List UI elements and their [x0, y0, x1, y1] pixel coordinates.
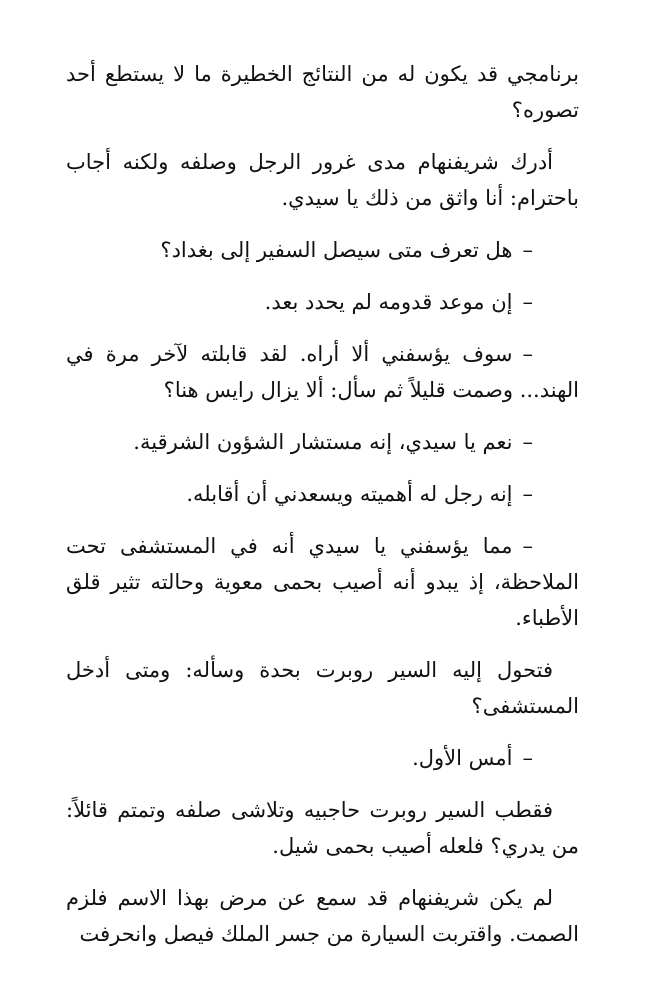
dialogue-text: نعم يا سيدي، إنه مستشار الشؤون الشرقية.	[133, 430, 513, 454]
dialogue-text: سوف يؤسفني ألا أراه. لقد قابلته لآخر مرة في الهند... وصمت قليلاً ثم سأل: ألا يزال رايس هنا؟	[66, 342, 579, 402]
dialogue-line	[66, 284, 579, 320]
dialogue-line	[66, 232, 579, 268]
paragraph-text: فقطب السير روبرت حاجبيه وتلاشى صلفه وتمتم قائلاً: من يدري؟ فلعله أصيب بحمى شيل.	[66, 798, 579, 858]
dialogue-text: إن موعد قدومه لم يحدد بعد.	[264, 290, 513, 314]
paragraph-narration	[66, 652, 579, 724]
dialogue-dash: –	[522, 342, 533, 366]
dialogue-line	[66, 424, 579, 460]
dialogue-text: أمس الأول.	[412, 746, 513, 770]
text-column	[66, 56, 579, 968]
dialogue-text: إنه رجل له أهميته ويسعدني أن أقابله.	[186, 482, 513, 506]
dialogue-dash: –	[522, 290, 533, 314]
dialogue-line	[66, 740, 579, 776]
paragraph-narration	[66, 144, 579, 216]
dialogue-line	[66, 476, 579, 512]
dialogue-dash: –	[522, 430, 533, 454]
paragraph-text: أدرك شريفنهام مدى غرور الرجل وصلفه ولكنه أجاب باحترام: أنا واثق من ذلك يا سيدي.	[66, 150, 579, 210]
dialogue-dash: –	[522, 482, 533, 506]
dialogue-dash: –	[522, 534, 533, 558]
paragraph-narration	[66, 792, 579, 864]
dialogue-text: هل تعرف متى سيصل السفير إلى بغداد؟	[160, 238, 513, 262]
dialogue-line	[66, 528, 579, 636]
paragraph-text: لم يكن شريفنهام قد سمع عن مرض بهذا الاسم فلزم الصمت. واقتربت السيارة من جسر الملك فيصل وانحرفت	[66, 886, 579, 946]
paragraph-text: فتحول إليه السير روبرت بحدة وسأله: ومتى أدخل المستشفى؟	[66, 658, 579, 718]
dialogue-dash: –	[522, 746, 533, 770]
dialogue-text: مما يؤسفني يا سيدي أنه في المستشفى تحت الملاحظة، إذ يبدو أنه أصيب بحمى معوية وحالته تثير قلق الأطباء.	[66, 534, 579, 630]
paragraph-text: برنامجي قد يكون له من النتائج الخطيرة ما لا يستطع أحد تصوره؟	[66, 62, 579, 122]
paragraph-continuation	[66, 56, 579, 128]
dialogue-dash: –	[522, 238, 533, 262]
dialogue-line	[66, 336, 579, 408]
paragraph-narration	[66, 880, 579, 952]
